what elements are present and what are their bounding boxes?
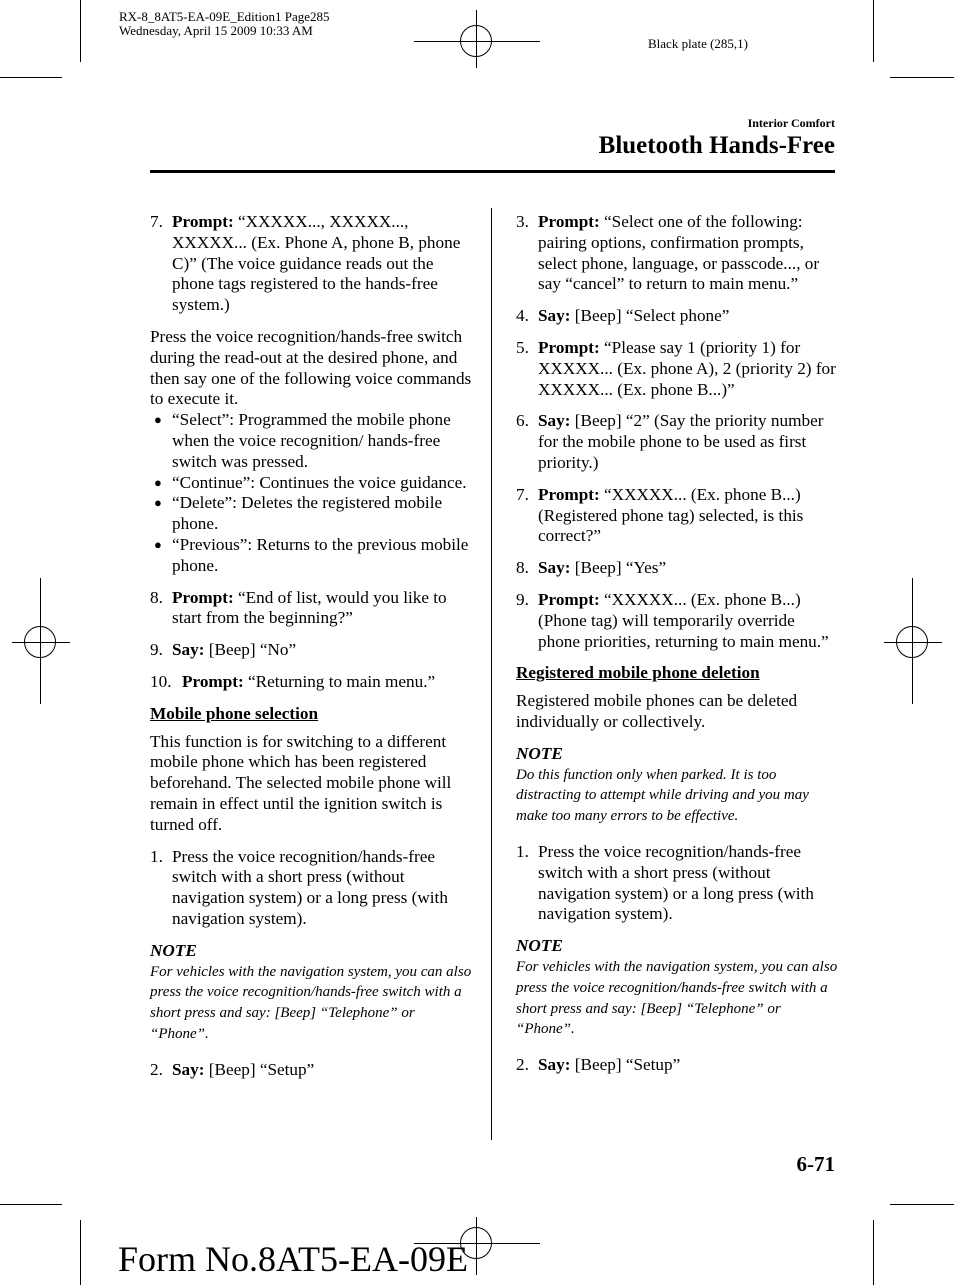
list-item: 7. Prompt: “XXXXX..., XXXXX..., XXXXX... (Ex. Phone A, phone B, phone C)” (The voice guidance reads out the phone tags registered to the hands-free system.) [150, 212, 461, 315]
left-column [150, 212, 472, 1080]
bullet-icon: ● [154, 474, 162, 490]
bullet-icon: ● [154, 495, 162, 511]
list-item: 10. Prompt: “Returning to main menu.” [150, 671, 436, 691]
list-item: 5. Prompt: “Please say 1 (priority 1) for XXXXX... (Ex. phone A), 2 (priority 2) for XXXXX... (Ex. phone B...)” [516, 337, 836, 399]
list-item: ● “Previous”: Returns to the previous mobile phone. [154, 534, 469, 575]
bullet-icon: ● [154, 536, 162, 552]
right-column [516, 212, 838, 1076]
note-text: For vehicles with the navigation system, you can also press the voice recognition/hands-free switch with a short press and say: [Beep] “Telephone” or “Phone”. [516, 958, 838, 1038]
paragraph: Registered mobile phones can be deleted individually or collectively. [516, 691, 798, 731]
page-title: Bluetooth Hands-Free [598, 132, 835, 159]
list-item: ● “Select”: Programmed the mobile phone when the voice recognition/ hands-free switch was pressed. [154, 410, 451, 471]
note-title: NOTE [516, 743, 563, 763]
form-number: Form No.8AT5-EA-09E [118, 1239, 468, 1279]
header-rule [150, 170, 835, 173]
bullet-icon: ● [154, 412, 162, 428]
list-item: 2. Say: [Beep] “Setup” [516, 1055, 681, 1075]
list-item: 6. Say: [Beep] “2” (Say the priority number for the mobile phone to be used as first priority.) [516, 411, 824, 472]
paragraph: Press the voice recognition/hands-free switch during the read-out at the desired phone, and then say one of the following voice commands to execute it. [150, 326, 472, 409]
list-item: 8. Prompt: “End of list, would you like to start from the beginning?” [150, 587, 447, 628]
list-item: 2. Say: [Beep] “Setup” [150, 1059, 315, 1079]
list-item: 9. Say: [Beep] “No” [150, 640, 297, 660]
note-title: NOTE [150, 940, 197, 960]
note-title: NOTE [516, 936, 563, 956]
print-file-name: RX-8_8AT5-EA-09E_Edition1 Page285 [119, 9, 330, 24]
print-date: Wednesday, April 15 2009 10:33 AM [119, 23, 313, 38]
list-item: 1. Press the voice recognition/hands-free switch with a short press (without navigation system) or a long press (with navigation system). [150, 846, 448, 928]
list-item: 3. Prompt: “Select one of the following: pairing options, confirmation prompts, select phone, language, or passcode..., or say “cancel” to return to main menu.” [516, 212, 820, 294]
list-item: ● “Delete”: Deletes the registered mobile phone. [154, 493, 443, 534]
section-heading: Mobile phone selection [150, 703, 319, 723]
list-item: 7. Prompt: “XXXXX... (Ex. phone B...) (Registered phone tag) selected, is this correct?” [516, 484, 804, 546]
list-item: 8. Say: [Beep] “Yes” [516, 558, 667, 578]
list-item: 4. Say: [Beep] “Select phone” [516, 306, 730, 326]
column-divider [491, 208, 492, 1140]
section-heading: Registered mobile phone deletion [516, 663, 760, 683]
section-label: Interior Comfort [747, 116, 835, 130]
note-text: Do this function only when parked. It is too distracting to attempt while driving and you may make too many errors to be effective. [516, 766, 809, 825]
list-item: ● “Continue”: Continues the voice guidance. [154, 472, 467, 492]
page-number: 6-71 [796, 1152, 835, 1176]
paragraph: This function is for switching to a different mobile phone which has been registered beforehand. The selected mobile phone will remain in effect until the ignition switch is turned off. [150, 731, 452, 834]
black-plate-label: Black plate (285,1) [648, 36, 748, 51]
list-item: 9. Prompt: “XXXXX... (Ex. phone B...) (Phone tag) will temporarily override phone priorities, returning to main menu.” [516, 589, 829, 651]
note-text: For vehicles with the navigation system, you can also press the voice recognition/hands-free switch with a short press and say: [Beep] “Telephone” or “Phone”. [150, 963, 472, 1042]
list-item: 1. Press the voice recognition/hands-free switch with a short press (without navigation system) or a long press (with navigation system). [516, 841, 814, 924]
